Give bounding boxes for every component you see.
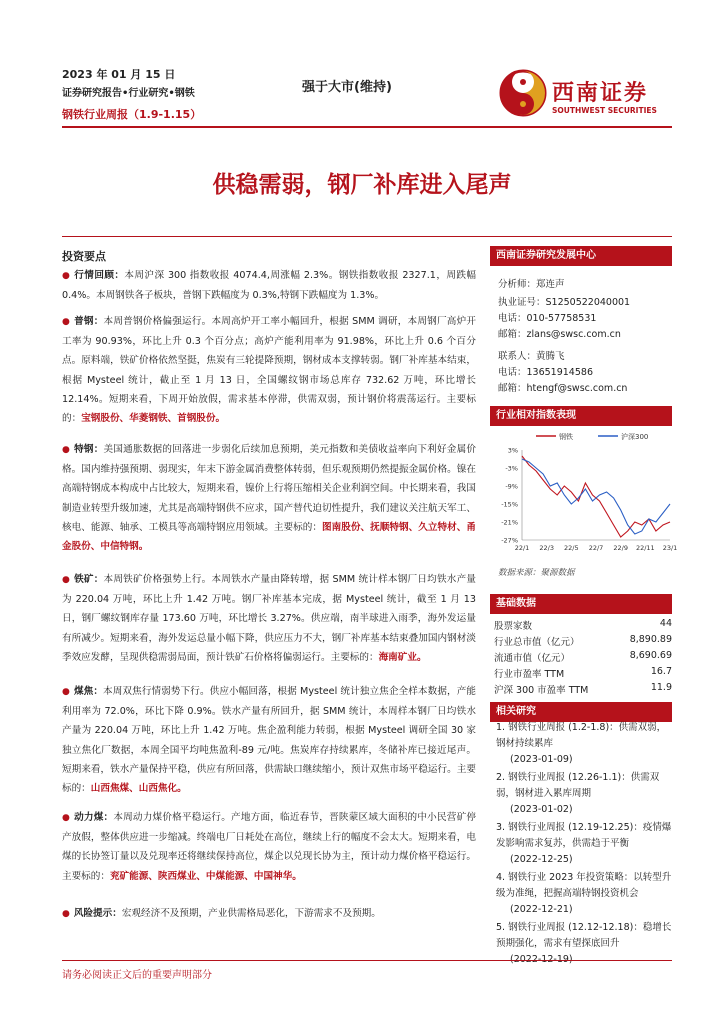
x-tick-label: 22/7 [588,544,604,552]
index-chart [494,428,678,562]
bullet-icon: ● [62,575,71,585]
weekly-label: 钢铁行业周报（1.9-1.15） [62,108,202,121]
footer-divider [62,960,672,961]
southwest-logo-icon [498,68,548,118]
x-tick-label: 22/9 [613,544,628,552]
y-tick-label: -15% [501,500,518,509]
table-row: 行业市盈率 TTM 16.7 [494,666,672,680]
bullet-icon: ● [62,445,71,455]
footer-disclaimer: 请务必阅读正文后的重要声明部分 [62,970,212,981]
header-divider [62,126,672,128]
rating: 强于大市(维持) [302,80,392,95]
legend-label: 沪深300 [621,433,649,441]
series-line [522,459,670,534]
summary-item-market: ● 行情回顾：本周沪深 300 指数收报 4074.4,周涨幅 2.3%。钢铁指数收报 2327.1，周跌幅 0.4%。本周钢铁各子板块，普钢下跌幅度为 0.3%,特钢下跌幅度为 1.3%。 [62,270,476,302]
analyst-name: 分析师：郑连声 [498,279,565,290]
related-item[interactable]: 5. 钢铁行业周报 (12.12-12.18)：稳增长预期强化，需求有望探底回升 [496,922,672,949]
x-tick-label: 22/1 [514,544,530,552]
summary-item-thermal-coal: ● 动力煤：本周动力煤价格平稳运行。产地方面，临近春节，晋陕蒙区域大面积的中小民营矿停产放假，整体供应进一步缩减。终端电厂日耗处在高位，继续上行的幅度不会太大。短期来看，电煤的长协签订量以及兑现率还将继续保持高位，煤企以兑现长协为主，预计动力煤价格平稳运行。主要标的：兖矿能源、陕西煤业、中煤能源、中国神华。 [62,812,477,882]
summary-item-risk: ● 风险提示：宏观经济不及预期，产业供需格局恶化，下游需求不及预期。 [62,908,381,919]
bullet-icon: ● [62,813,71,823]
y-tick-label: 3% [507,446,518,455]
contact-name: 联系人：黄腾飞 [498,351,565,362]
page-title: 供稳需弱，钢厂补库进入尾声 [212,171,512,198]
summary-item-iron-ore: ● 铁矿：本周铁矿价格强势上行。本周铁水产量由降转增，据 SMM 统计样本钢厂日均铁水产量为 220.04 万吨，环比上升 1.42 万吨。钢厂补库基本完成，据 Mysteel 统计，截至 1 月 13 日，钢厂螺纹钢库存量 173.60 万吨，环比增长 3.27%。供应端，南半球进入雨季，海外发运量有所减少。短期来看，海外发运总量小幅下降，供应压力不大，钢厂补库基本结束叠加国内钢材淡季效应发酵，呈现供稳需弱局面，预计铁矿石价格将偏弱运行。主要标的：海南矿业。 [62,574,477,663]
x-tick-label: 23/1 [662,544,678,552]
x-tick-label: 22/11 [635,544,655,552]
y-tick-label: -3% [505,464,518,473]
y-tick-label: -9% [505,482,518,491]
related-item[interactable]: 2. 钢铁行业周报 (12.26-1.1)：供需双弱，钢材进入累库周期 (2023-01-02) [496,772,660,815]
y-tick-label: -27% [501,536,518,545]
bullet-icon: ● [62,271,71,281]
report-type: 证券研究报告•行业研究•钢铁 [62,88,195,99]
related-item[interactable]: 1. 钢铁行业周报 (1.2-1.8)：供需双弱，钢材持续累库 (2023-01-09) [496,722,667,765]
title-divider [62,236,672,237]
report-date: 2023 年 01 月 15 日 [62,68,176,81]
index-chart-heading: 行业相对指数表现 [490,406,672,426]
analyst-license: 执业证号：S1250522040001 [498,297,631,308]
related-item[interactable]: 4. 钢铁行业 2023 年投资策略：以转型升级为准绳，把握高端特钢投资机会 (2022-12-21) [496,872,672,915]
summary-item-plain-steel: ● 普钢：本周普钢价格偏强运行。本周高炉开工率小幅回升，根据 SMM 调研，本周钢厂高炉开工率为 90.93%，环比上升 0.3 个百分点；高炉产能利用率为 91.98%，环比上升 0.6 个百分点。原料端，铁矿价格依然坚挺，焦炭有三轮提降预期，钢材成本支撑转弱。钢厂补库基本结束，根据 Mysteel 统计，截止至 1 月 13 日，全国螺纹钢市场总库存 732.62 万吨，环比增长 12.14%。短期来看，下周开始放假，需求基本停滞，供需双弱，预计钢价将震荡运行。主要标的：宝钢股份、华菱钢铁、首钢股份。 [62,316,477,425]
chart-source: 数据来源：聚源数据 [498,568,575,578]
summary-heading: 投资要点 [62,250,106,263]
table-row: 行业总市值（亿元） 8,890.89 [494,634,672,648]
contact-phone: 电话：13651914586 [498,367,593,378]
table-row: 股票家数 44 [494,618,672,632]
related-heading: 相关研究 [490,702,672,722]
analyst-email[interactable]: 邮箱：zlans@swsc.com.cn [498,329,621,340]
table-row: 沪深 300 市盈率 TTM 11.9 [494,682,672,696]
bullet-icon: ● [62,687,70,697]
related-item[interactable]: 3. 钢铁行业周报 (12.19-12.25)：疫情爆发影响需求复苏，供需趋于平衡 (2022-12-25) [496,822,672,865]
y-tick-label: -21% [501,518,518,527]
summary-item-coke: ● 煤焦：本周双焦行情弱势下行。供应小幅回落，根据 Mysteel 统计独立焦企全样本数据，产能利用率为 72.0%，环比下降 0.9%。铁水产量有所回升，据 SMM 统计，本周样本钢厂日均铁水产量为 220.04 万吨，环比上升 1.42 万吨。焦企盈利能力转弱，根据 Mysteel 调研全国 30 家独立焦化厂数据，本周全国平均吨焦盈利-89 元/吨。焦炭库存持续累库，冬储补库已接近尾声。短期来看，铁水产量保持平稳，供应有所回落，供需缺口继续缩小，预计双焦市场平稳运行。主要标的：山西焦煤、山西焦化。 [62,686,476,795]
x-tick-label: 22/3 [539,544,554,552]
table-row: 流通市值（亿元） 8,690.69 [494,650,672,664]
analyst-phone: 电话：010-57758531 [498,313,597,324]
bullet-icon: ● [62,317,71,327]
summary-item-special-steel: ● 特钢：美国通胀数据的回落进一步弱化后续加息预期，美元指数和美债收益率向下利好金属价格。国内维持强预期、弱现实，年末下游金属消费整体转弱，但乐观预期仍然提振金属价格。镍在高端特钢成本构成中占比较大，短期来看，镍价上行将压缩相关企业利润空间。中长期来看，我国制造业转型升级加速，尤其是高端特钢供不应求，国产替代迫切性提升，我们建议关注航天军工、核电、能源、轴承、工模具等高端特钢应用领域。主要标的：图南股份、抚顺特钢、久立特材、甬金股份、中信特钢。 [62,444,477,553]
research-center-heading: 西南证券研究发展中心 [490,246,672,266]
basic-data-heading: 基础数据 [490,594,672,614]
logo-name: 西南证券 [552,80,649,106]
legend-label: 钢铁 [559,433,573,441]
bullet-icon: ● [62,909,70,919]
x-tick-label: 22/5 [564,544,579,552]
series-line [522,456,670,537]
logo-en: SOUTHWEST SECURITIES [552,106,657,115]
contact-email[interactable]: 邮箱：htengf@swsc.com.cn [498,383,628,394]
